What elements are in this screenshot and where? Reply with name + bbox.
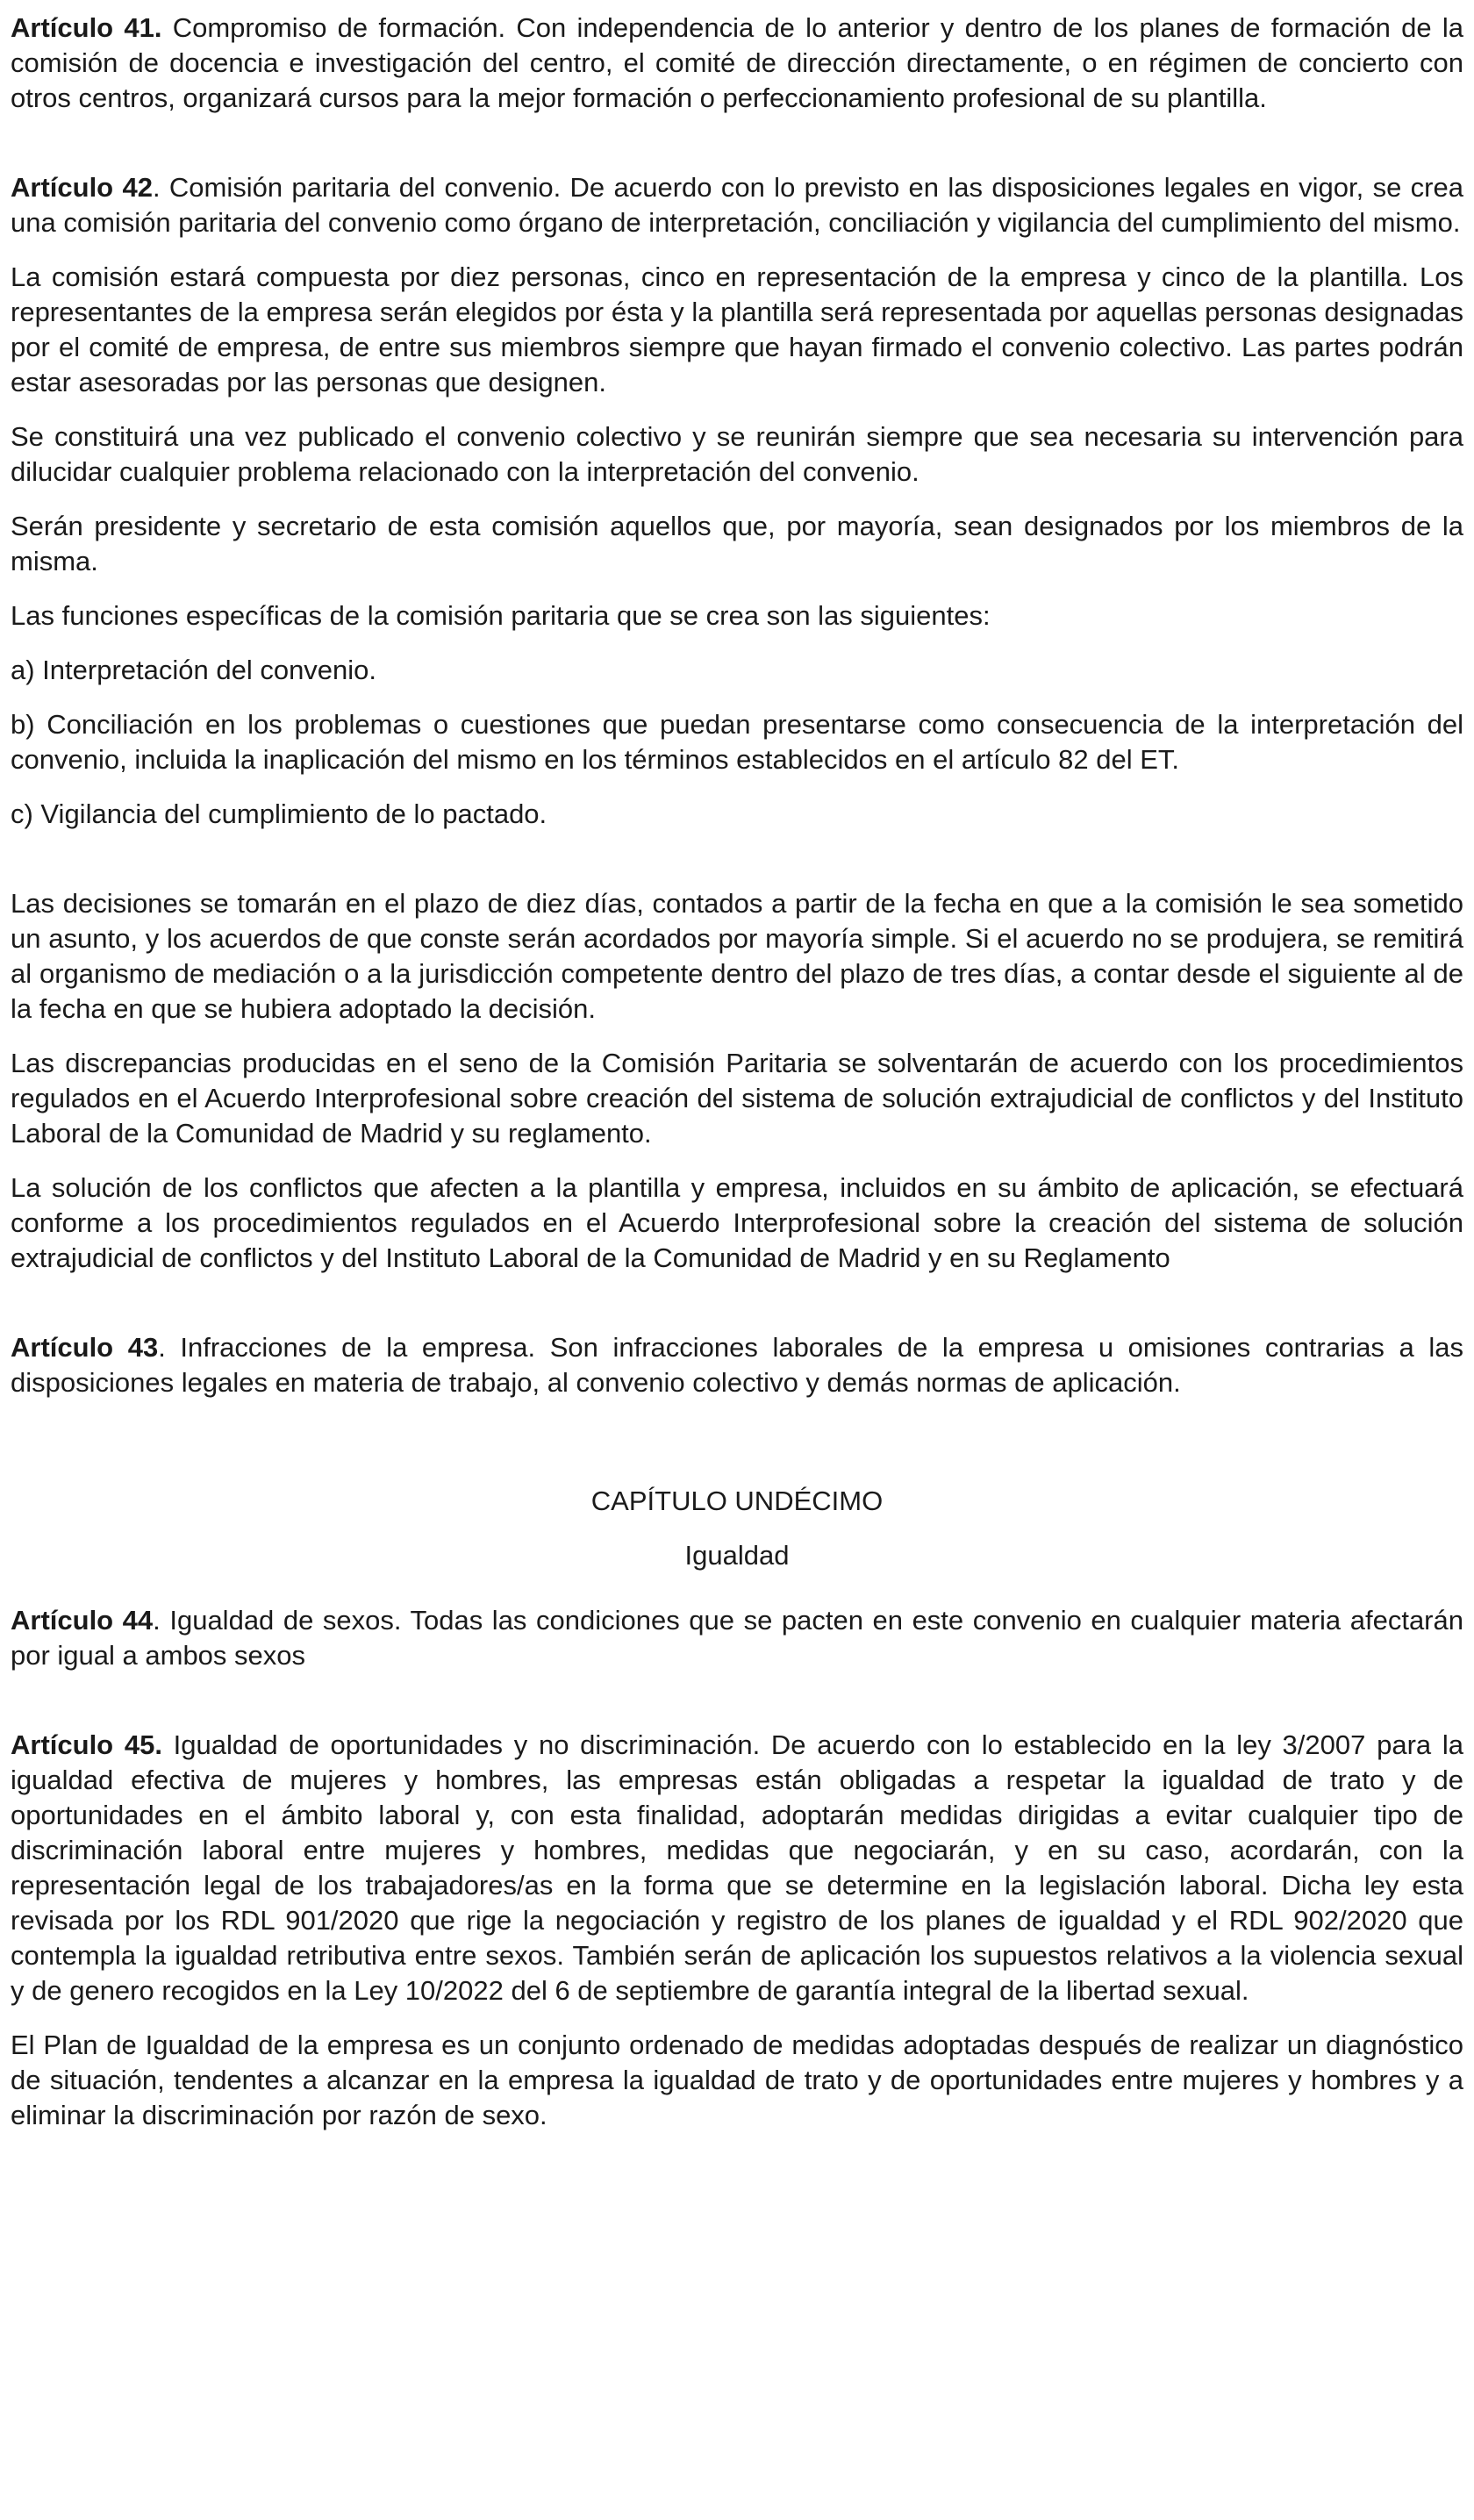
article-43-label: Artículo 43 [11, 1332, 159, 1363]
article-45-paragraph-1: El Plan de Igualdad de la empresa es un conjunto ordenado de medidas adoptadas después de realizar un diagnóstico de situación, tendentes a alcanzar en la empresa la igualdad de trato y de oportunidades entre mujeres y hombres y a eliminar la discriminación por razón de sexo. [11, 2030, 1463, 2130]
article-44-text: . Igualdad de sexos. Todas las condiciones que se pacten en este convenio en cualquier materia afectarán por igual a ambos sexos [11, 1605, 1463, 1671]
chapter-subtitle: Igualdad [684, 1540, 790, 1571]
article-42-paragraph-5: Las decisiones se tomarán en el plazo de diez días, contados a partir de la fecha en que a la comisión le sea sometido un asunto, y los acuerdos de que conste serán acordados por mayoría simple. Si el acuerdo no se produjera, se remitirá al organismo de mediación o a la jurisdicción competente dentro del plazo de tres días, a contar desde el siguiente al de la fecha en que se hubiera adoptado la decisión. [11, 888, 1463, 1024]
article-45 [11, 1728, 1463, 2008]
article-42-paragraph-1: La comisión estará compuesta por diez personas, cinco en representación de la empresa y cinco de la plantilla. Los representantes de la empresa serán elegidos por ésta y la plantilla será representada por aquellas personas designadas por el comité de empresa, de entre sus miembros siempre que hayan firmado el convenio colectivo. Las partes podrán estar asesoradas por las personas que designen. [11, 261, 1463, 397]
article-44 [11, 1603, 1463, 1673]
article-42-item-b: b) Conciliación en los problemas o cuestiones que puedan presentarse como consecuencia de la interpretación del convenio, incluida la inaplicación del mismo en los términos establecidos en el artículo 82 del ET. [11, 709, 1463, 775]
article-42 [11, 170, 1463, 240]
article-41 [11, 11, 1463, 116]
article-42-label: Artículo 42 [11, 172, 153, 203]
article-41-label: Artículo 41. [11, 12, 162, 43]
article-42-paragraph-4: Las funciones específicas de la comisión paritaria que se crea son las siguientes: [11, 600, 991, 631]
article-45-label: Artículo 45. [11, 1729, 162, 1760]
article-41-text: Compromiso de formación. Con independencia de lo anterior y dentro de los planes de formación de la comisión de docencia e investigación del centro, el comité de dirección directamente, o en régimen de concierto con otros centros, organizará cursos para la mejor formación o perfeccionamiento profesional de su plantilla. [11, 12, 1464, 113]
article-44-label: Artículo 44 [11, 1605, 154, 1636]
article-42-paragraph-2: Se constituirá una vez publicado el convenio colectivo y se reunirán siempre que sea necesaria su intervención para dilucidar cualquier problema relacionado con la interpretación del convenio. [11, 421, 1463, 487]
article-43-text: . Infracciones de la empresa. Son infracciones laborales de la empresa u omisiones contrarias a las disposiciones legales en materia de trabajo, al convenio colectivo y demás normas de aplicación. [11, 1332, 1463, 1398]
chapter-title: CAPÍTULO UNDÉCIMO [590, 1486, 884, 1516]
article-42-item-a: a) Interpretación del convenio. [11, 655, 377, 685]
article-42-paragraph-6: Las discrepancias producidas en el seno de la Comisión Paritaria se solventarán de acuerdo con los procedimientos regulados en el Acuerdo Interprofesional sobre creación del sistema de solución extrajudicial de conflictos y del Instituto Laboral de la Comunidad de Madrid y su reglamento. [11, 1048, 1463, 1149]
article-45-text: Igualdad de oportunidades y no discriminación. De acuerdo con lo establecido en la ley 3/2007 para la igualdad efectiva de mujeres y hombres, las empresas están obligadas a respetar la igualdad de trato y de oportunidades en el ámbito laboral y, con esta finalidad, adoptarán medidas dirigidas a evitar cualquier tipo de discriminación laboral entre mujeres y hombres, medidas que negociarán, y en su caso, acordarán, con la representación legal de los trabajadores/as en la forma que se determine en la legislación laboral. Dicha ley esta revisada por los RDL 901/2020 que rige la negociación y registro de los planes de igualdad y el RDL 902/2020 que contempla la igualdad retributiva entre sexos. También serán de aplicación los supuestos relativos a la violencia sexual y de genero recogidos en la Ley 10/2022 del 6 de septiembre de garantía integral de la libertad sexual. [11, 1729, 1463, 2006]
article-42-paragraph-3: Serán presidente y secretario de esta comisión aquellos que, por mayoría, sean designados por los miembros de la misma. [11, 511, 1463, 576]
article-42-text: . Comisión paritaria del convenio. De acuerdo con lo previsto en las disposiciones legales en vigor, se crea una comisión paritaria del convenio como órgano de interpretación, conciliación y vigilancia del cumplimiento del mismo. [11, 172, 1463, 238]
article-42-item-c: c) Vigilancia del cumplimiento de lo pactado. [11, 798, 547, 829]
article-42-paragraph-7: La solución de los conflictos que afecten a la plantilla y empresa, incluidos en su ámbito de aplicación, se efectuará conforme a los procedimientos regulados en el Acuerdo Interprofesional sobre la creación del sistema de solución extrajudicial de conflictos y del Instituto Laboral de la Comunidad de Madrid y en su Reglamento [11, 1172, 1463, 1273]
article-43 [11, 1330, 1463, 1400]
